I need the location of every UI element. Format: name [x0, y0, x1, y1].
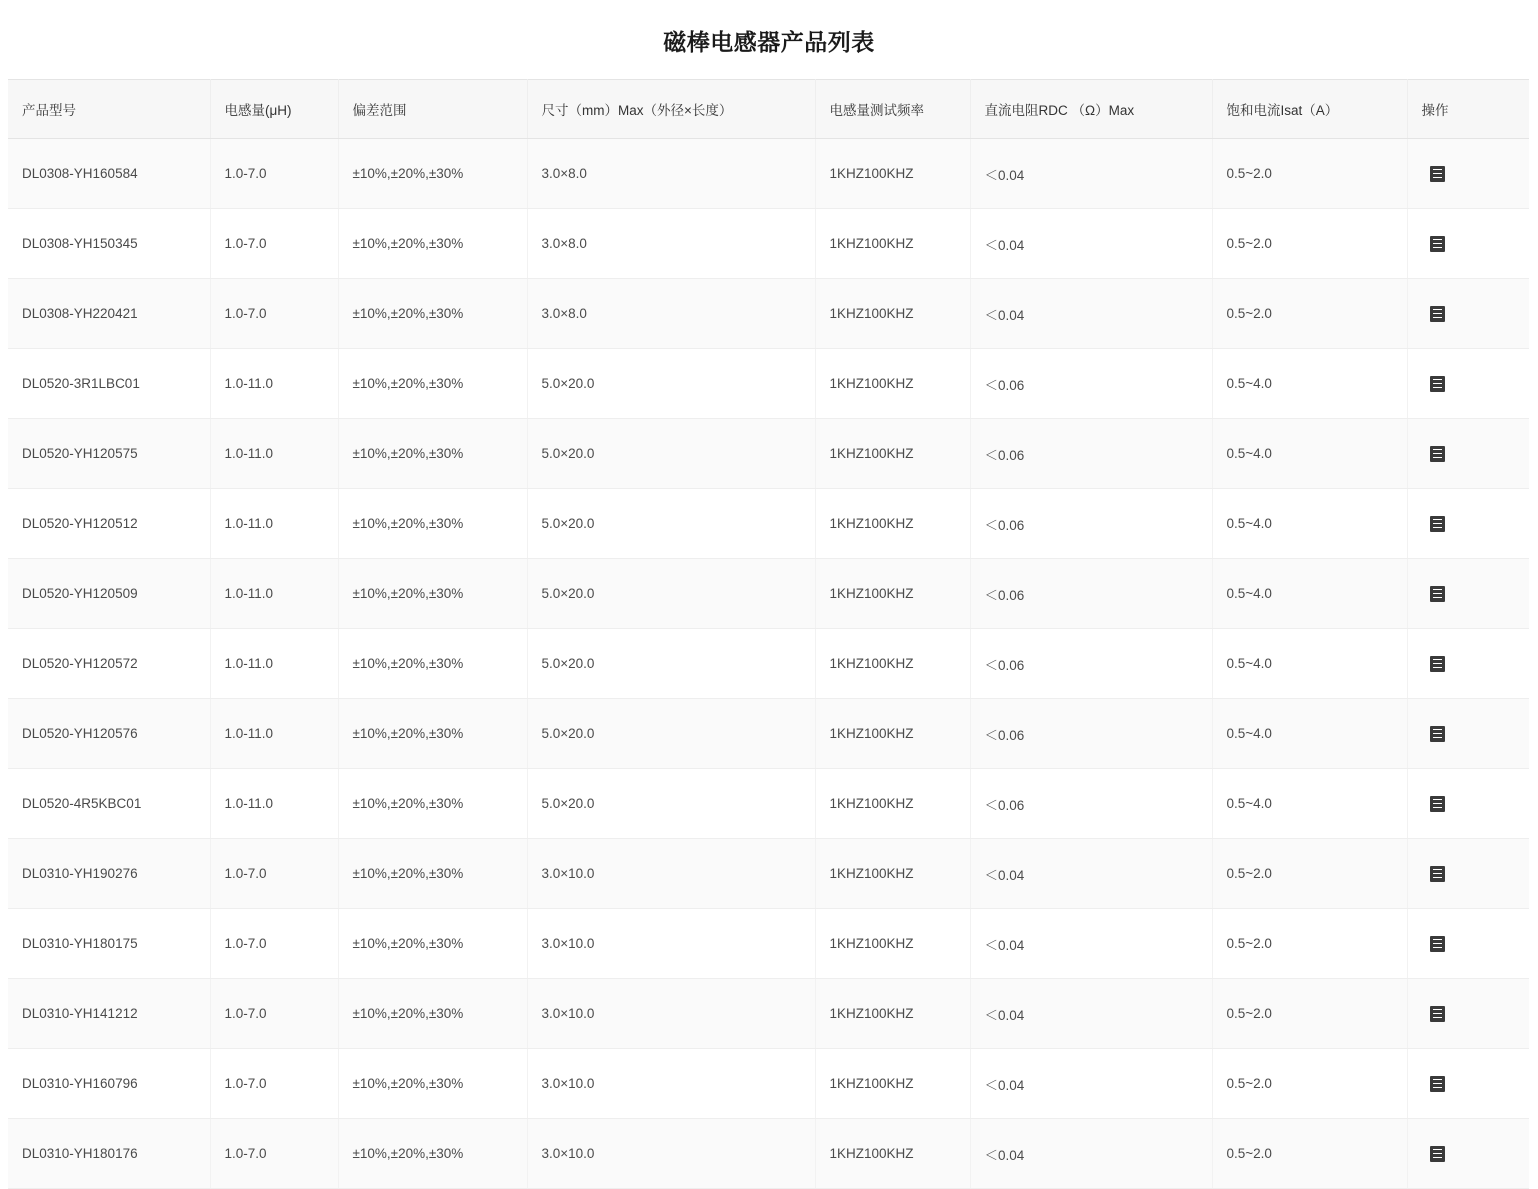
table-row — [8, 699, 1529, 769]
cell-inductance: 1.0-7.0 — [210, 209, 338, 279]
document-icon[interactable] — [1430, 306, 1445, 322]
cell-inductance: 1.0-7.0 — [210, 279, 338, 349]
product-table — [8, 79, 1529, 1189]
cell-size: 3.0×10.0 — [527, 1119, 815, 1189]
cell-isat: 0.5~4.0 — [1212, 419, 1407, 489]
cell-model: DL0308-YH150345 — [8, 209, 210, 279]
column-header-model: 产品型号 — [8, 80, 210, 139]
document-icon[interactable] — [1430, 796, 1445, 812]
table-row — [8, 489, 1529, 559]
cell-frequency: 1KHZ100KHZ — [815, 909, 970, 979]
cell-model: DL0310-YH141212 — [8, 979, 210, 1049]
cell-frequency: 1KHZ100KHZ — [815, 839, 970, 909]
cell-isat: 0.5~4.0 — [1212, 489, 1407, 559]
table-row — [8, 769, 1529, 839]
cell-isat: 0.5~2.0 — [1212, 1049, 1407, 1119]
cell-isat: 0.5~4.0 — [1212, 769, 1407, 839]
cell-size: 5.0×20.0 — [527, 699, 815, 769]
column-header-frequency: 电感量测试频率 — [815, 80, 970, 139]
cell-action — [1407, 629, 1529, 699]
cell-isat: 0.5~4.0 — [1212, 699, 1407, 769]
cell-inductance: 1.0-7.0 — [210, 1119, 338, 1189]
table-row — [8, 139, 1529, 209]
cell-isat: 0.5~2.0 — [1212, 1119, 1407, 1189]
cell-inductance: 1.0-7.0 — [210, 909, 338, 979]
cell-frequency: 1KHZ100KHZ — [815, 139, 970, 209]
cell-model: DL0520-YH120512 — [8, 489, 210, 559]
table-row — [8, 279, 1529, 349]
cell-frequency: 1KHZ100KHZ — [815, 559, 970, 629]
cell-tolerance: ±10%,±20%,±30% — [338, 769, 527, 839]
cell-inductance: 1.0-11.0 — [210, 559, 338, 629]
cell-size: 5.0×20.0 — [527, 769, 815, 839]
cell-model: DL0520-4R5KBC01 — [8, 769, 210, 839]
cell-action — [1407, 489, 1529, 559]
cell-isat: 0.5~2.0 — [1212, 909, 1407, 979]
cell-frequency: 1KHZ100KHZ — [815, 419, 970, 489]
cell-inductance: 1.0-7.0 — [210, 979, 338, 1049]
cell-rdc: ＜0.04 — [970, 1049, 1212, 1119]
cell-size: 3.0×8.0 — [527, 279, 815, 349]
cell-action — [1407, 769, 1529, 839]
cell-action — [1407, 1119, 1529, 1189]
cell-size: 5.0×20.0 — [527, 559, 815, 629]
cell-inductance: 1.0-11.0 — [210, 349, 338, 419]
cell-inductance: 1.0-11.0 — [210, 419, 338, 489]
cell-frequency: 1KHZ100KHZ — [815, 979, 970, 1049]
cell-action — [1407, 209, 1529, 279]
cell-model: DL0310-YH190276 — [8, 839, 210, 909]
cell-rdc: ＜0.06 — [970, 699, 1212, 769]
table-row — [8, 909, 1529, 979]
cell-size: 5.0×20.0 — [527, 489, 815, 559]
column-header-size: 尺寸（mm）Max（外径×长度） — [527, 80, 815, 139]
cell-rdc: ＜0.06 — [970, 419, 1212, 489]
cell-frequency: 1KHZ100KHZ — [815, 209, 970, 279]
document-icon[interactable] — [1430, 236, 1445, 252]
cell-isat: 0.5~4.0 — [1212, 559, 1407, 629]
cell-action — [1407, 279, 1529, 349]
column-header-inductance: 电感量(μH) — [210, 80, 338, 139]
column-header-isat: 饱和电流Isat（A） — [1212, 80, 1407, 139]
cell-isat: 0.5~4.0 — [1212, 349, 1407, 419]
cell-rdc: ＜0.06 — [970, 769, 1212, 839]
table-row — [8, 629, 1529, 699]
cell-frequency: 1KHZ100KHZ — [815, 699, 970, 769]
cell-tolerance: ±10%,±20%,±30% — [338, 839, 527, 909]
cell-model: DL0310-YH180175 — [8, 909, 210, 979]
cell-rdc: ＜0.06 — [970, 489, 1212, 559]
document-icon[interactable] — [1430, 1006, 1445, 1022]
cell-inductance: 1.0-11.0 — [210, 699, 338, 769]
product-table-container — [8, 79, 1529, 1189]
document-icon[interactable] — [1430, 586, 1445, 602]
cell-size: 3.0×10.0 — [527, 909, 815, 979]
table-row — [8, 559, 1529, 629]
cell-frequency: 1KHZ100KHZ — [815, 769, 970, 839]
cell-tolerance: ±10%,±20%,±30% — [338, 629, 527, 699]
cell-rdc: ＜0.04 — [970, 909, 1212, 979]
cell-frequency: 1KHZ100KHZ — [815, 349, 970, 419]
cell-tolerance: ±10%,±20%,±30% — [338, 909, 527, 979]
table-row — [8, 209, 1529, 279]
cell-rdc: ＜0.06 — [970, 349, 1212, 419]
cell-rdc: ＜0.04 — [970, 839, 1212, 909]
cell-isat: 0.5~2.0 — [1212, 279, 1407, 349]
cell-model: DL0520-3R1LBC01 — [8, 349, 210, 419]
cell-isat: 0.5~4.0 — [1212, 629, 1407, 699]
document-icon[interactable] — [1430, 726, 1445, 742]
cell-size: 5.0×20.0 — [527, 419, 815, 489]
cell-model: DL0520-YH120576 — [8, 699, 210, 769]
document-icon[interactable] — [1430, 516, 1445, 532]
cell-action — [1407, 349, 1529, 419]
cell-model: DL0310-YH160796 — [8, 1049, 210, 1119]
cell-tolerance: ±10%,±20%,±30% — [338, 489, 527, 559]
cell-frequency: 1KHZ100KHZ — [815, 1119, 970, 1189]
column-header-tolerance: 偏差范围 — [338, 80, 527, 139]
cell-action — [1407, 139, 1529, 209]
table-header-row — [8, 80, 1529, 139]
cell-tolerance: ±10%,±20%,±30% — [338, 699, 527, 769]
cell-tolerance: ±10%,±20%,±30% — [338, 559, 527, 629]
column-header-rdc: 直流电阻RDC （Ω）Max — [970, 80, 1212, 139]
cell-tolerance: ±10%,±20%,±30% — [338, 419, 527, 489]
cell-frequency: 1KHZ100KHZ — [815, 489, 970, 559]
cell-size: 3.0×10.0 — [527, 1049, 815, 1119]
cell-model: DL0520-YH120509 — [8, 559, 210, 629]
cell-size: 3.0×8.0 — [527, 139, 815, 209]
cell-action — [1407, 909, 1529, 979]
table-row — [8, 349, 1529, 419]
table-row — [8, 979, 1529, 1049]
cell-frequency: 1KHZ100KHZ — [815, 279, 970, 349]
document-icon[interactable] — [1430, 166, 1445, 182]
cell-isat: 0.5~2.0 — [1212, 209, 1407, 279]
cell-model: DL0520-YH120572 — [8, 629, 210, 699]
document-icon[interactable] — [1430, 936, 1445, 952]
table-row — [8, 1049, 1529, 1119]
cell-action — [1407, 839, 1529, 909]
cell-tolerance: ±10%,±20%,±30% — [338, 1119, 527, 1189]
cell-action — [1407, 559, 1529, 629]
cell-action — [1407, 979, 1529, 1049]
table-header — [8, 80, 1529, 139]
table-body — [8, 139, 1529, 1189]
page-title: 磁棒电感器产品列表 — [663, 29, 875, 55]
cell-size: 3.0×10.0 — [527, 979, 815, 1049]
cell-rdc: ＜0.04 — [970, 209, 1212, 279]
cell-rdc: ＜0.04 — [970, 279, 1212, 349]
cell-inductance: 1.0-11.0 — [210, 629, 338, 699]
cell-size: 5.0×20.0 — [527, 629, 815, 699]
cell-rdc: ＜0.06 — [970, 559, 1212, 629]
table-row — [8, 839, 1529, 909]
document-icon[interactable] — [1430, 656, 1445, 672]
cell-isat: 0.5~2.0 — [1212, 979, 1407, 1049]
cell-isat: 0.5~2.0 — [1212, 139, 1407, 209]
cell-frequency: 1KHZ100KHZ — [815, 1049, 970, 1119]
document-icon[interactable] — [1430, 446, 1445, 462]
cell-action — [1407, 1049, 1529, 1119]
cell-tolerance: ±10%,±20%,±30% — [338, 1049, 527, 1119]
table-row — [8, 419, 1529, 489]
document-icon[interactable] — [1430, 866, 1445, 882]
cell-tolerance: ±10%,±20%,±30% — [338, 209, 527, 279]
cell-inductance: 1.0-11.0 — [210, 489, 338, 559]
cell-tolerance: ±10%,±20%,±30% — [338, 279, 527, 349]
cell-frequency: 1KHZ100KHZ — [815, 629, 970, 699]
cell-rdc: ＜0.06 — [970, 629, 1212, 699]
cell-model: DL0310-YH180176 — [8, 1119, 210, 1189]
cell-isat: 0.5~2.0 — [1212, 839, 1407, 909]
cell-rdc: ＜0.04 — [970, 139, 1212, 209]
document-icon[interactable] — [1430, 1146, 1445, 1162]
cell-model: DL0308-YH220421 — [8, 279, 210, 349]
cell-action — [1407, 419, 1529, 489]
cell-rdc: ＜0.04 — [970, 1119, 1212, 1189]
cell-inductance: 1.0-7.0 — [210, 139, 338, 209]
cell-action — [1407, 699, 1529, 769]
column-header-action: 操作 — [1407, 80, 1529, 139]
cell-model: DL0520-YH120575 — [8, 419, 210, 489]
cell-tolerance: ±10%,±20%,±30% — [338, 349, 527, 419]
cell-model: DL0308-YH160584 — [8, 139, 210, 209]
cell-size: 5.0×20.0 — [527, 349, 815, 419]
cell-inductance: 1.0-7.0 — [210, 839, 338, 909]
cell-size: 3.0×8.0 — [527, 209, 815, 279]
table-row — [8, 1119, 1529, 1189]
cell-size: 3.0×10.0 — [527, 839, 815, 909]
document-icon[interactable] — [1430, 376, 1445, 392]
cell-tolerance: ±10%,±20%,±30% — [338, 139, 527, 209]
cell-inductance: 1.0-7.0 — [210, 1049, 338, 1119]
cell-rdc: ＜0.04 — [970, 979, 1212, 1049]
document-icon[interactable] — [1430, 1076, 1445, 1092]
cell-inductance: 1.0-11.0 — [210, 769, 338, 839]
cell-tolerance: ±10%,±20%,±30% — [338, 979, 527, 1049]
